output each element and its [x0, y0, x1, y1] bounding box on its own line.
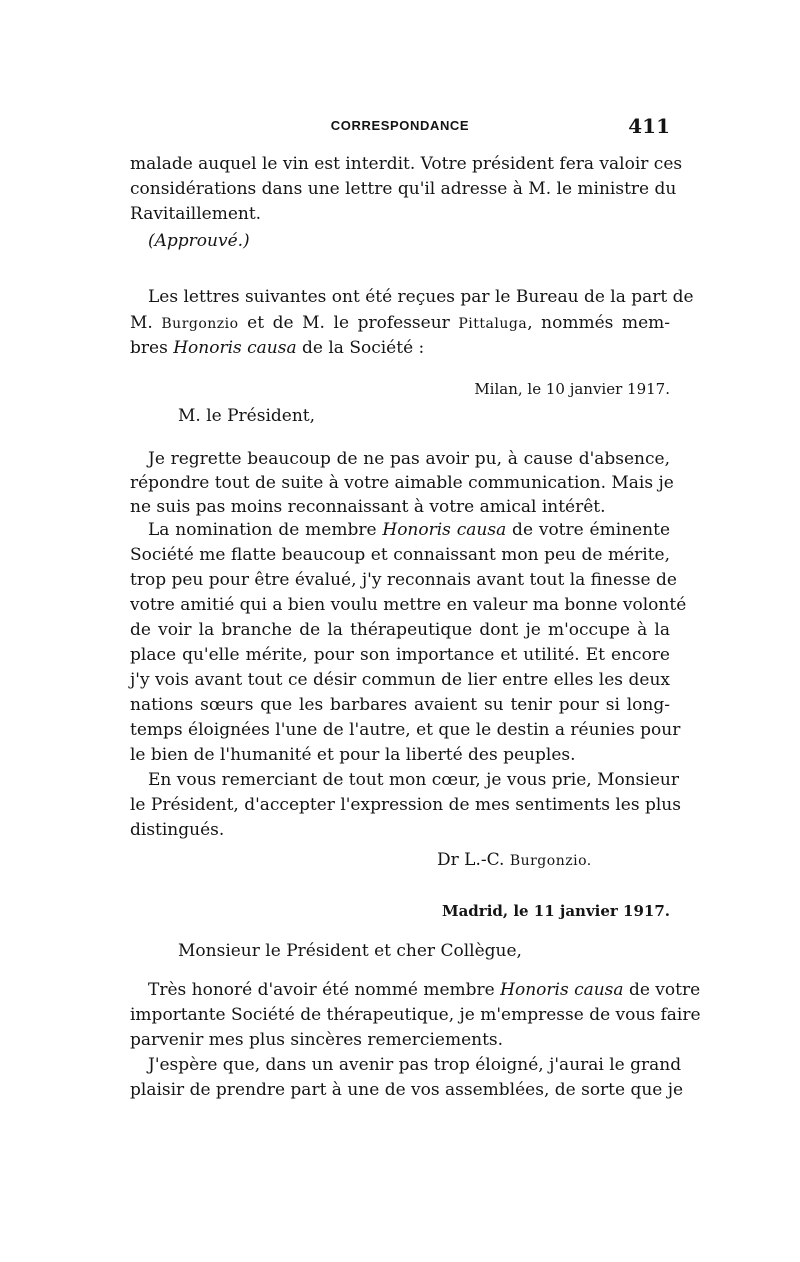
approved-note: (Approuvé.) — [148, 231, 250, 251]
page-header — [130, 114, 670, 136]
text-line: considérations dans une lettre qu'il adresse à M. le ministre du — [130, 179, 677, 199]
text-line: distingués. — [130, 820, 225, 840]
text-line: ne suis pas moins reconnaissant à votre amical intérêt. — [130, 497, 606, 517]
page-number: 411 — [628, 114, 670, 138]
dateline: Milan, le 10 janvier 1917. — [474, 380, 670, 398]
text-line: place qu'elle mérite, pour son importance et utilité. Et encore — [130, 645, 670, 665]
dateline: Madrid, le 11 janvier 1917. — [441, 902, 670, 920]
person-name: Burgonzio — [161, 316, 239, 332]
salutation: M. le Président, — [178, 406, 316, 426]
text-line: Ravitaillement. — [130, 204, 262, 224]
text-line: de voir la branche de la thérapeutique dont je m'occupe à la — [130, 620, 670, 640]
text-line: Très honoré d'avoir été nommé membre Honoris causa de votre — [148, 980, 701, 1000]
text-line: malade auquel le vin est interdit. Votre président fera valoir ces — [130, 154, 683, 174]
text-line: le bien de l'humanité et pour la liberté des peuples. — [130, 745, 576, 765]
text-line: plaisir de prendre part à une de vos assemblées, de sorte que je — [130, 1080, 684, 1100]
text-line: parvenir mes plus sincères remerciements. — [130, 1030, 504, 1050]
text-line: votre amitié qui a bien voulu mettre en valeur ma bonne volonté — [130, 595, 687, 615]
text-line: La nomination de membre Honoris causa de votre éminente — [148, 520, 670, 540]
text-line: Société me flatte beaucoup et connaissant mon peu de mérite, — [130, 545, 670, 565]
text-line: répondre tout de suite à votre aimable communication. Mais je — [130, 473, 674, 493]
signature: Dr L.-C. Burgonzio. — [437, 850, 592, 870]
text-line: le Président, d'accepter l'expression de mes sentiments les plus — [130, 795, 681, 815]
person-name: Pittaluga — [458, 316, 528, 332]
text-line: Je regrette beaucoup de ne pas avoir pu, à cause d'absence, — [148, 449, 670, 469]
person-name: Burgonzio. — [509, 853, 592, 869]
text-line: importante Société de thérapeutique, je m'empresse de vous faire — [130, 1005, 701, 1025]
salutation: Monsieur le Président et cher Collègue, — [178, 941, 522, 961]
running-title: CORRESPONDANCE — [330, 118, 470, 133]
text-line: bres Honoris causa de la Société : — [130, 338, 425, 358]
text-line: Les lettres suivantes ont été reçues par le Bureau de la part de — [148, 287, 694, 307]
text-line: j'y vois avant tout ce désir commun de lier entre elles les deux — [130, 670, 670, 690]
text-line: J'espère que, dans un avenir pas trop éloigné, j'aurai le grand — [148, 1055, 682, 1075]
text-line: trop peu pour être évalué, j'y reconnais avant tout la finesse de — [130, 570, 677, 590]
text-line: temps éloignées l'une de l'autre, et que le destin a réunies pour — [130, 720, 681, 740]
text-line: nations sœurs que les barbares avaient su tenir pour si long- — [130, 695, 670, 715]
text-line: En vous remerciant de tout mon cœur, je vous prie, Monsieur — [148, 770, 679, 790]
text-line: M. Burgonzio et de M. le professeur Pittaluga, nommés mem- — [130, 313, 670, 333]
